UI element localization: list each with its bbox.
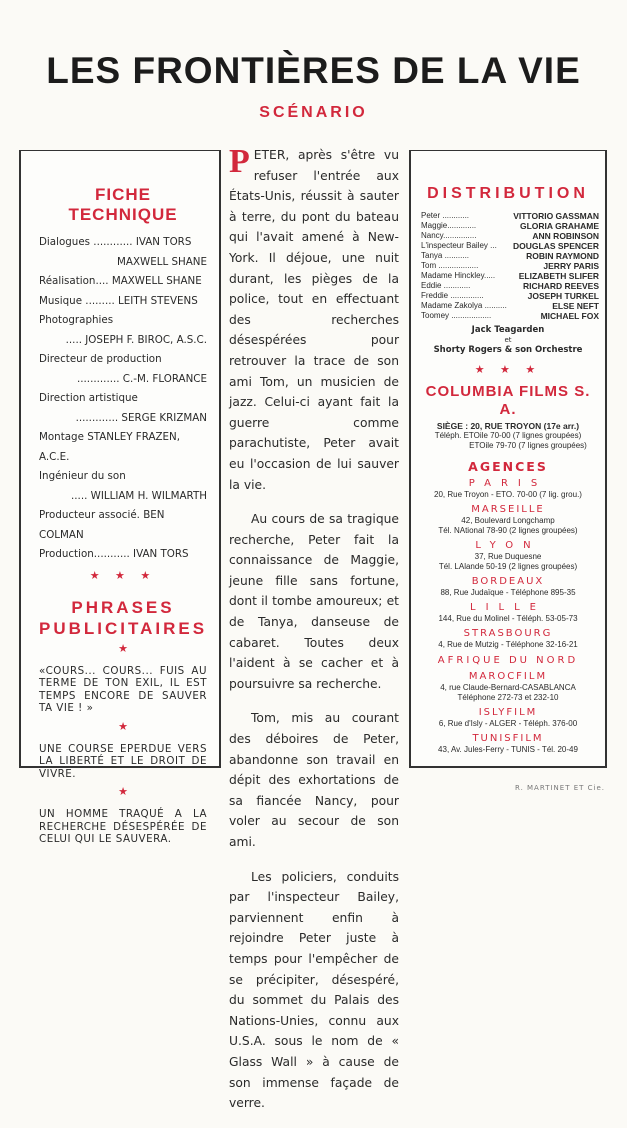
cast-row xyxy=(415,261,601,271)
credit-row xyxy=(39,389,207,428)
cast-role: Tom .................. xyxy=(421,261,479,270)
scenario-paragraph xyxy=(229,708,399,852)
credit-row xyxy=(39,428,207,467)
phrase-item: UNE COURSE EPERDUE VERS LA LIBERTÉ ET LE DROIT DE VIVRE. xyxy=(39,742,207,780)
cast-row xyxy=(415,241,601,251)
phrases-title-line2: PUBLICITAIRES xyxy=(39,618,208,638)
cast-role: Freddie ............... xyxy=(421,291,484,300)
agency-item xyxy=(415,576,601,598)
credit-label: Ingénieur du son xyxy=(39,470,126,482)
distribution-panel xyxy=(409,150,607,768)
cast-row xyxy=(415,271,601,281)
agency-city: TUNISFILM xyxy=(472,733,544,744)
agency-phone: Tél. LAlande 50-19 (2 lignes groupées) xyxy=(438,562,578,571)
cast-actor: DOUGLAS SPENCER xyxy=(513,241,599,251)
agency-address: 37, Rue Duquesne xyxy=(474,552,542,561)
cast-actor: RICHARD REEVES xyxy=(522,281,599,291)
phrases-title xyxy=(39,597,207,639)
credit-value: ..... JOSEPH F. BIROC, A.S.C. xyxy=(65,333,207,346)
credit-label: Directeur de production xyxy=(39,353,162,365)
cast-list xyxy=(415,211,601,321)
cast-row xyxy=(415,211,601,221)
scenario-paragraph xyxy=(229,145,399,495)
cast-actor: JERRY PARIS xyxy=(543,261,599,271)
credit-row xyxy=(39,292,207,312)
afrique-title: AFRIQUE DU NORD xyxy=(437,655,579,666)
paragraph-text: Au cours de sa tragique recherche, Peter fait la connaissance de Maggie, jeune fille sans fortune, dont il tombe amoureux; et de Tanya, danseuse de cabaret. Toutes deux l'aident à se cacher et à poursuivre sa recherche. xyxy=(229,512,399,691)
cast-actor: MICHAEL FOX xyxy=(540,311,599,321)
agency-item xyxy=(415,540,601,572)
cast-row xyxy=(415,291,601,301)
cast-role: Toomey .................. xyxy=(421,311,492,320)
credit-label: Producteur associé. BEN COLMAN xyxy=(39,509,165,541)
columbia-siege: SIÈGE : 20, RUE TROYON (17e arr.) xyxy=(436,421,580,431)
agency-city: LILLE xyxy=(470,602,546,613)
afrique-list xyxy=(415,671,601,755)
agency-city: BORDEAUX xyxy=(471,576,545,587)
agences-title: AGENCES xyxy=(468,459,548,474)
agency-item xyxy=(415,628,601,650)
drop-cap: P xyxy=(229,143,250,180)
credit-value: ..... WILLIAM H. WILMARTH xyxy=(71,489,207,502)
star-divider: ★ xyxy=(118,641,128,655)
cast-role: Tanya ........... xyxy=(421,251,470,260)
credit-row xyxy=(39,233,207,272)
cast-row xyxy=(415,301,601,311)
credit-label: Direction artistique xyxy=(39,392,138,404)
credit-value: MAXWELL SHANE xyxy=(117,255,207,268)
cast-actor: GLORIA GRAHAME xyxy=(519,221,599,231)
agency-item xyxy=(415,671,601,703)
columbia-tel-2: ETOile 79-70 (7 lignes groupées) xyxy=(469,441,587,450)
cast-actor: ELIZABETH SLIFER xyxy=(518,271,599,281)
agency-item xyxy=(415,602,601,624)
agency-city: STRASBOURG xyxy=(463,628,553,639)
agency-address: 4, Rue de Mutzig - Téléphone 32-16-21 xyxy=(438,640,578,649)
agency-item xyxy=(415,707,601,729)
credit-row xyxy=(39,506,207,545)
cast-role: Madame Zakolya .......... xyxy=(421,301,507,310)
agences-list xyxy=(415,478,601,650)
cast-actor: JOSEPH TURKEL xyxy=(527,291,599,301)
agency-address: 43, Av. Jules-Ferry - TUNIS - Tél. 20-49 xyxy=(438,745,578,754)
agency-city: PARIS xyxy=(468,478,548,489)
credit-row xyxy=(39,311,207,350)
credit-row xyxy=(39,272,207,292)
cast-role: Eddie ............ xyxy=(421,281,471,290)
music-credit-2: Shorty Rogers & son Orchestre xyxy=(433,345,583,355)
paragraph-text: Tom, mis au courant des déboires de Peter, abandonne son travail en dépit des exhortations de sa fiancée Nancy, pour voler au secour de son ami. xyxy=(229,711,399,849)
agency-address: 42, Boulevard Longchamp xyxy=(461,516,555,525)
cast-role: Peter ............ xyxy=(421,211,470,220)
credit-label: Réalisation.... MAXWELL SHANE xyxy=(39,275,202,287)
agency-item xyxy=(415,733,601,755)
cast-row xyxy=(415,281,601,291)
stars-divider: ★ ★ ★ xyxy=(89,568,157,582)
credits-list xyxy=(39,233,207,565)
cast-row xyxy=(415,251,601,261)
columbia-title: COLUMBIA FILMS S. A. xyxy=(425,383,591,418)
phrases-list xyxy=(39,642,207,846)
credit-label: Production........... IVAN TORS xyxy=(39,548,189,560)
credit-value: ............. SERGE KRIZMAN xyxy=(75,411,207,424)
cast-actor: ELSE NEFT xyxy=(552,301,599,311)
page-subtitle: SCÉNARIO xyxy=(259,104,368,121)
cast-role: Nancy............... xyxy=(421,231,477,240)
cast-row xyxy=(415,311,601,321)
agency-item xyxy=(415,478,601,500)
agency-city: MARSEILLE xyxy=(471,504,545,515)
cast-actor: VITTORIO GASSMAN xyxy=(513,211,599,221)
paragraph-text: Les policiers, conduits par l'inspecteur Bailey, parviennent enfin à rejoindre Peter juste à temps pour l'empêcher de se précipiter, désespéré, du sommet du Palais des Nations-Unies, connu aux U.S.A. sous le nom de « Glass Wall » à cause de son immense façade de verre. xyxy=(229,869,399,1111)
credit-label: Montage STANLEY FRAZEN, A.C.E. xyxy=(39,431,181,463)
credit-row xyxy=(39,350,207,389)
fiche-technique-title: FICHE TECHNIQUE xyxy=(68,185,178,224)
columbia-tel-1: Téléph. ETOile 70-00 (7 lignes groupées) xyxy=(434,431,582,440)
agency-address: 88, Rue Judaïque - Téléphone 895-35 xyxy=(440,588,576,597)
cast-actor: ANN ROBINSON xyxy=(532,231,599,241)
agency-item xyxy=(415,504,601,536)
agency-address: 6, Rue d'Isly - ALGER - Téléph. 376-00 xyxy=(438,719,578,728)
agency-city: LYON xyxy=(475,540,541,551)
cast-role: Maggie............. xyxy=(421,221,477,230)
agency-address: 20, Rue Troyon - ETO. 70-00 (7 lig. grou.) xyxy=(434,490,582,499)
credit-row xyxy=(39,545,207,565)
fiche-technique-panel xyxy=(19,150,221,845)
printer-credit: R. MARTINET ET Cie. xyxy=(514,784,605,792)
phrase-item: «COURS... COURS... FUIS AU TERME DE TON EXIL, IL EST TEMPS ENCORE DE SAUVER TA VIE ! » xyxy=(39,664,207,714)
stars-divider: ★ ★ ★ xyxy=(474,363,542,376)
page-title: LES FRONTIÈRES DE LA VIE xyxy=(46,50,581,91)
credit-row xyxy=(39,467,207,506)
cast-role: Madame Hinckley..... xyxy=(421,271,496,280)
scenario-paragraph xyxy=(229,509,399,694)
distribution-title: DISTRIBUTION xyxy=(427,185,589,202)
cast-role: L'inspecteur Bailey ... xyxy=(421,241,497,250)
phrase-item: UN HOMME TRAQUÉ A LA RECHERCHE DÉSESPÉRÉE DE CELUI QUI LE SAUVERA. xyxy=(39,808,207,845)
agency-phone: Téléphone 272-73 et 232-10 xyxy=(457,693,559,702)
agency-city: MAROCFILM xyxy=(468,671,548,682)
cast-actor: ROBIN RAYMOND xyxy=(526,251,599,261)
music-credit-1: Jack Teagarden xyxy=(471,325,545,335)
star-divider: ★ xyxy=(118,785,128,798)
agency-city: ISLYFILM xyxy=(478,707,538,718)
credit-label: Photographies xyxy=(39,314,114,326)
credit-label: Musique ......... LEITH STEVENS xyxy=(39,294,198,307)
paragraph-text: ETER, après s'être vu refuser l'entrée aux États-Unis, réussit à sauter à terre, du pont du bateau qui l'avait amené à New-York. Il déjoue, une nuit durant, les pièges de la police, tout en effectuant des recherches désespérées pour retrouver la trace de son ami Tom, un musicien de jazz. Celui-ci ayant fait la guerre comme parachutiste, Peter avait eu l'occasion de lui sauver la vie. xyxy=(229,148,399,492)
scenario-paragraph xyxy=(229,867,399,1114)
agency-phone: Tél. NAtional 78-90 (2 lignes groupées) xyxy=(438,526,578,535)
credit-value: ............. C.-M. FLORANCE xyxy=(76,372,207,385)
phrases-title-line1: PHRASES xyxy=(71,597,175,617)
credit-label: Dialogues ............ IVAN TORS xyxy=(39,236,192,248)
cast-row xyxy=(415,231,601,241)
cast-row xyxy=(415,221,601,231)
music-credit-et: et xyxy=(504,336,512,344)
agency-address: 144, Rue du Molinel - Téléph. 53-05-73 xyxy=(438,614,578,623)
scenario-text xyxy=(229,145,399,1128)
agency-address: 4, rue Claude-Bernard-CASABLANCA xyxy=(440,683,576,692)
star-divider: ★ xyxy=(118,719,128,733)
